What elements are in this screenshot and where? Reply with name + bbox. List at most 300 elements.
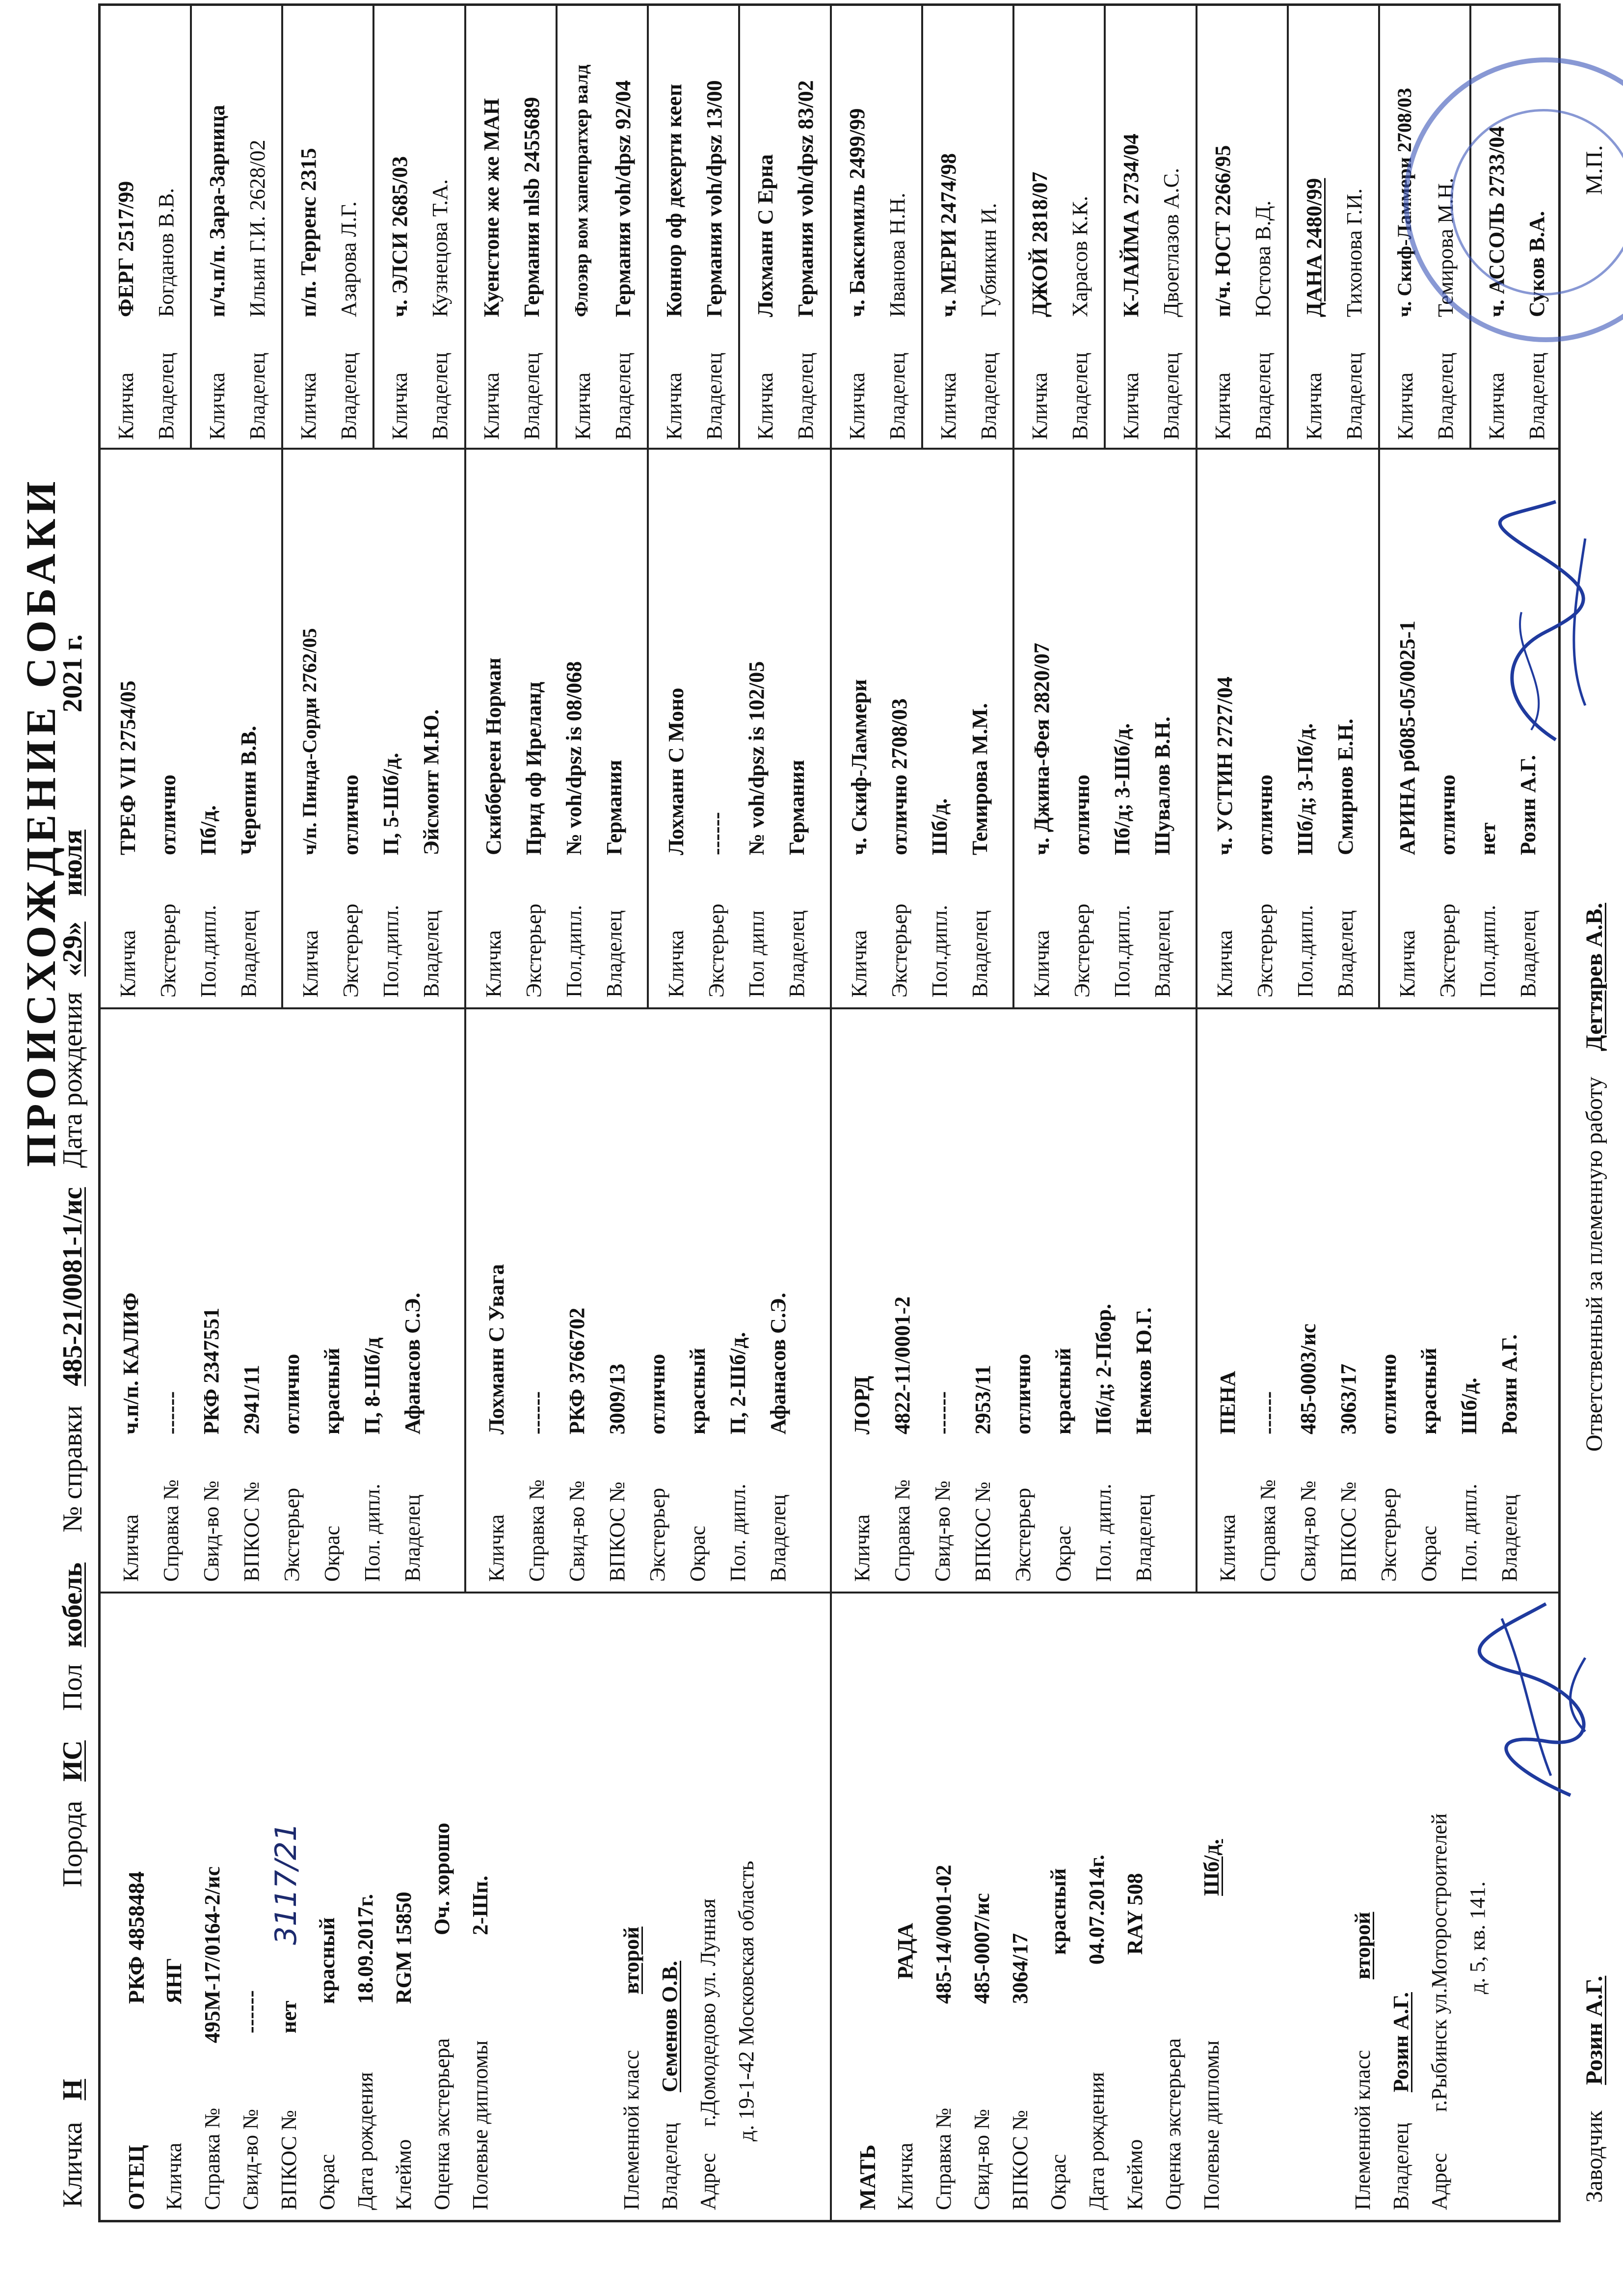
gggp-block-1 <box>101 6 192 448</box>
ggp8-diplomas-label: Пол.дипл. <box>1476 905 1500 998</box>
ggp6-owner-value: Шувалов В.Н. <box>1150 716 1174 855</box>
stamp-place-label: М.П. <box>1581 145 1607 195</box>
father-klichka-value: ЯНГ <box>162 1958 186 2004</box>
gggp8-klichka-value: Лохманн С Ерна <box>753 154 777 317</box>
gp2-svid-value: РКФ 3766702 <box>565 1307 589 1434</box>
ggp2-owner-value: Эйсмонт М.Ю. <box>419 709 443 855</box>
father-rkf: РКФ 4858484 <box>124 1871 149 2004</box>
mother-vpkos-value: 3064/17 <box>1008 1933 1032 2004</box>
mother-klichka-label: Кличка <box>893 2142 917 2210</box>
gggp9-klichka-label: Кличка <box>845 372 869 440</box>
breeder-value: Розин А.Г. <box>1581 1975 1607 2085</box>
gggp9-klichka-value: ч. Баксимиль 2499/99 <box>845 108 869 317</box>
gggp16-owner-label: Владелец <box>1525 352 1549 440</box>
gp2-okras-value: красный <box>686 1348 710 1434</box>
ggp3-klichka-label: Кличка <box>481 930 506 998</box>
ggp-block-5 <box>832 450 1014 1007</box>
father-exterior-value: Оч. хорошо <box>430 1823 454 1935</box>
gggp8-owner-value: Германия voh/dpsz 83/02 <box>794 80 818 317</box>
gp3-diplomas-label: Пол. дипл. <box>1091 1484 1116 1582</box>
father-owner-label: Владелец <box>658 2123 682 2210</box>
gggp3-klichka-value: п/п. Терренс 2315 <box>296 148 320 317</box>
grandparents-column <box>101 1007 1558 1592</box>
gp4-exterior-value: отлично <box>1377 1353 1401 1434</box>
gp1-spravka-label: Справка № <box>159 1479 183 1582</box>
gp3-diplomas-value: Пб/д; 2-Пбор. <box>1091 1303 1116 1434</box>
mother-addr-line2: д. 5, кв. 141. <box>1465 1881 1490 1994</box>
ggp8-exterior-value: отлично <box>1436 774 1460 855</box>
ggp7-exterior-label: Экстерьер <box>1253 903 1277 998</box>
ggp2-klichka-label: Кличка <box>298 930 322 998</box>
gp-block-3 <box>832 1009 1197 1592</box>
ggp-block-7 <box>1197 450 1380 1007</box>
gp4-svid-value: 485-0003/ис <box>1296 1324 1320 1434</box>
gggp10-owner-value: Губяикин И. <box>977 203 1001 317</box>
gggp10-owner-label: Владелец <box>977 352 1001 440</box>
father-diplomas-value: 2-Шп. <box>468 1875 492 1935</box>
gp2-diplomas-label: Пол. дипл. <box>726 1484 750 1582</box>
mother-class-label: Племенной класс <box>1351 2050 1375 2210</box>
ggp4-klichka-label: Кличка <box>664 930 688 998</box>
mother-diplomas-label: Полевые дипломы <box>1199 2040 1224 2210</box>
mother-spravka-label: Справка № <box>931 2107 956 2210</box>
ggp8-klichka-value: АРИНА рб085-05/0025-1 <box>1395 621 1419 855</box>
father-dob-label: Дата рождения <box>353 2072 377 2210</box>
gp3-klichka-label: Кличка <box>850 1514 874 1582</box>
father-kleimo-value: RGM 15850 <box>392 1891 416 2004</box>
gp3-okras-value: красный <box>1051 1348 1075 1434</box>
page-title: ПРОИСХОЖДЕНИЕ СОБАКИ <box>17 477 64 1167</box>
ggp-block-6 <box>1014 450 1197 1007</box>
gp4-exterior-label: Экстерьер <box>1377 1487 1401 1582</box>
ggp7-diplomas-label: Пол.дипл. <box>1293 905 1317 998</box>
ggp1-owner-label: Владелец <box>237 910 261 998</box>
gp1-vpkos-label: ВПКОС № <box>239 1481 264 1582</box>
gp1-okras-value: красный <box>320 1348 344 1434</box>
gggp1-klichka-label: Кличка <box>114 372 138 440</box>
ggp6-owner-label: Владелец <box>1150 910 1174 998</box>
ggp7-owner-label: Владелец <box>1333 910 1357 998</box>
gp3-klichka-value: ЛОРД <box>850 1376 874 1434</box>
ggp7-owner-value: Смирнов Е.Н. <box>1333 718 1357 855</box>
ggp7-diplomas-value: Шб/д; 3-Пб/д. <box>1293 723 1317 855</box>
ggp5-diplomas-value: Шб/д. <box>928 798 952 855</box>
gp-block-4 <box>1197 1009 1563 1592</box>
father-svid-label: Свид-во № <box>239 2108 263 2210</box>
gp2-diplomas-value: П, 2-Шб/д. <box>726 1332 750 1434</box>
gp2-klichka-label: Кличка <box>484 1514 508 1582</box>
gp1-diplomas-value: П, 8-Шб/д <box>360 1337 384 1434</box>
gp1-diplomas-label: Пол. дипл. <box>360 1484 384 1582</box>
gggp5-klichka-label: Кличка <box>479 372 504 440</box>
ggp4-owner-value: Германия <box>785 759 809 855</box>
gp3-exterior-value: отлично <box>1011 1353 1035 1434</box>
gggp-block-11 <box>1014 6 1106 448</box>
ggp8-exterior-label: Экстерьер <box>1436 903 1460 998</box>
gggp7-owner-value: Германия voh/dpsz 13/00 <box>702 80 726 317</box>
responsible-line <box>1583 845 1606 1452</box>
father-vpkos-label: ВПКОС № <box>277 2109 301 2210</box>
header-line <box>59 634 86 2208</box>
ggp8-owner-value: Розин А.Г. <box>1516 755 1540 855</box>
gggp6-klichka-label: Кличка <box>571 372 595 440</box>
gp2-vpkos-label: ВПКОС № <box>605 1481 629 1582</box>
gggp10-klichka-label: Кличка <box>936 372 960 440</box>
gp2-owner-label: Владелец <box>766 1494 790 1582</box>
gp1-svid-label: Свид-во № <box>199 1480 223 1582</box>
gggp15-klichka-value: ч. Скиф-Ламмери 2708/03 <box>1393 88 1415 317</box>
gp4-vpkos-value: 3063/17 <box>1336 1363 1360 1434</box>
ggp2-owner-label: Владелец <box>419 910 443 998</box>
gp3-okras-label: Окрас <box>1051 1525 1075 1582</box>
gp2-exterior-value: отлично <box>645 1353 669 1434</box>
gggp-block-12 <box>1106 6 1197 448</box>
gp4-klichka-label: Кличка <box>1216 1514 1240 1582</box>
gggp13-klichka-value: п/ч. ЮСТ 2266/95 <box>1211 145 1235 317</box>
ggp6-klichka-value: ч. Джина-Фея 2820/07 <box>1030 643 1054 855</box>
gggp9-owner-label: Владелец <box>885 352 909 440</box>
gp4-owner-label: Владелец <box>1497 1494 1521 1582</box>
ggp3-owner-label: Владелец <box>602 910 626 998</box>
ggp3-exterior-value: Прид оф Иреланд <box>522 681 546 855</box>
ggp5-klichka-label: Кличка <box>847 930 871 998</box>
gp2-vpkos-value: 3009/13 <box>605 1363 629 1434</box>
gp3-svid-value: ------ <box>931 1391 955 1434</box>
mother-owner-value: Розин А.Г. <box>1389 1992 1413 2092</box>
responsible-signature <box>1482 494 1615 750</box>
mother-kleimo-value: RAY 508 <box>1123 1873 1147 1955</box>
gggp2-klichka-value: п/ч.п/п. Зара-Зарница <box>205 105 229 317</box>
header-spravka-label: № справки <box>57 1405 88 1533</box>
ggp8-klichka-label: Кличка <box>1395 930 1419 998</box>
gggp3-owner-label: Владелец <box>337 352 361 440</box>
gp3-spravka-label: Справка № <box>890 1479 914 1582</box>
ggp-block-4 <box>649 450 832 1007</box>
header-dob-year: 2021 г. <box>57 634 88 713</box>
gggp3-owner-value: Азарова Л.Г. <box>337 201 361 317</box>
gggp13-owner-label: Владелец <box>1251 352 1275 440</box>
mother-heading: МАТЬ <box>855 2144 880 2210</box>
gp3-vpkos-label: ВПКОС № <box>971 1481 995 1582</box>
gggp16-owner-value: Суков В.А. <box>1525 211 1549 317</box>
gp2-klichka-value: Лохманн С Увага <box>484 1264 508 1434</box>
gggp13-klichka-label: Кличка <box>1211 372 1235 440</box>
gggp6-owner-label: Владелец <box>611 352 635 440</box>
ggp2-exterior-value: отлично <box>339 774 363 855</box>
mother-addr-label: Адрес <box>1427 2153 1451 2210</box>
gp1-owner-label: Владелец <box>400 1494 425 1582</box>
ggp1-diplomas-value: Пб/д. <box>196 805 220 855</box>
header-klichka-label: Кличка <box>57 2122 88 2208</box>
gggp11-klichka-label: Кличка <box>1028 372 1052 440</box>
ggp4-exterior-value: ------ <box>704 812 728 855</box>
gp3-vpkos-value: 2953/11 <box>971 1365 995 1434</box>
gp1-klichka-value: ч.п/п. КАЛИФ <box>119 1292 143 1434</box>
ggp1-exterior-value: отлично <box>156 774 180 855</box>
ggp1-diplomas-label: Пол.дипл. <box>196 905 220 998</box>
gggp-block-4 <box>374 6 466 448</box>
gggp12-klichka-label: Кличка <box>1119 372 1143 440</box>
ggp1-exterior-label: Экстерьер <box>156 903 180 998</box>
gggp9-owner-value: Иванова Н.Н. <box>885 192 909 317</box>
mother-kleimo-label: Клеймо <box>1123 2139 1147 2210</box>
gggp2-owner-label: Владелец <box>245 352 269 440</box>
ggp5-owner-label: Владелец <box>968 910 992 998</box>
responsible-value: Дегтярев А.В. <box>1581 903 1607 1052</box>
father-dob-value: 18.09.2017г. <box>353 1893 377 2004</box>
mother-svid-value: 485-0007/ис <box>970 1893 994 2004</box>
header-pol-label: Пол <box>57 1664 88 1711</box>
header-poroda-label: Порода <box>57 1801 88 1888</box>
gggp12-owner-value: Двоеглазов А.С. <box>1159 168 1183 317</box>
gggp15-owner-label: Владелец <box>1434 352 1458 440</box>
ggp5-owner-value: Темирова М.М. <box>968 703 992 855</box>
father-exterior-label: Оценка экстерьера <box>430 2038 454 2210</box>
ggp5-klichka-value: ч. Скиф-Ламмери <box>847 679 871 855</box>
gggp-block-2 <box>192 6 283 448</box>
gggp5-owner-value: Германия nlsb 2455689 <box>520 97 544 317</box>
gp2-exterior-label: Экстерьер <box>645 1487 669 1582</box>
ggp1-owner-value: Черепин В.В. <box>237 726 261 855</box>
ggp5-diplomas-label: Пол.дипл. <box>928 905 952 998</box>
gggp1-owner-label: Владелец <box>154 352 178 440</box>
ggp2-diplomas-value: П, 5-Шб/д. <box>379 753 403 855</box>
father-addr-line2: д. 19-1-42 Московская область <box>734 1861 758 2141</box>
gp4-spravka-label: Справка № <box>1256 1479 1280 1582</box>
gggp7-klichka-value: Коннор оф дехерти кееп <box>662 83 686 317</box>
gggp4-owner-label: Владелец <box>428 352 452 440</box>
father-owner-value: Семенов О.В. <box>658 1961 682 2092</box>
gp3-owner-label: Владелец <box>1132 1494 1156 1582</box>
mother-addr-line1: г.Рыбинск ул.Моторостроителей <box>1427 1813 1451 2112</box>
gggp15-owner-value: Темирова М.Н. <box>1434 178 1458 317</box>
father-addr-label: Адрес <box>696 2153 720 2210</box>
gggp-block-14 <box>1289 6 1380 448</box>
gggp-block-8 <box>740 6 832 448</box>
gp2-owner-value: Афанасов С.Э. <box>766 1293 790 1434</box>
mother-exterior-label: Оценка экстерьера <box>1161 2038 1185 2210</box>
mother-klichka-value: РАДА <box>893 1922 917 1979</box>
ggp3-diplomas-value: № voh/dpsz is 08/068 <box>562 661 586 855</box>
gggp5-owner-label: Владелец <box>520 352 544 440</box>
ggp2-klichka-value: ч/п. Пинда-Сорди 2762/05 <box>298 628 320 855</box>
gggp14-klichka-value: ДАНА 2480/99 <box>1302 178 1326 317</box>
ggp7-klichka-value: ч. УСТИН 2727/04 <box>1213 676 1237 855</box>
gggp10-klichka-value: ч. МЕРИ 2474/98 <box>936 153 960 317</box>
father-klichka-label: Кличка <box>162 2142 186 2210</box>
breeder-signature <box>1472 1594 1600 1805</box>
gp3-spravka-value: 4822-11/0001-2 <box>890 1296 914 1434</box>
father-diplomas-label: Полевые дипломы <box>468 2040 492 2210</box>
gggp14-owner-value: Тихонова Г.И. <box>1342 188 1366 317</box>
gggp14-klichka-label: Кличка <box>1302 372 1326 440</box>
ggp2-diplomas-label: Пол.дипл. <box>379 905 403 998</box>
mother-okras-value: красный <box>1046 1868 1070 1955</box>
mother-svid-label: Свид-во № <box>970 2108 994 2210</box>
father-class-label: Племенной класс <box>619 2050 643 2210</box>
gggp3-klichka-label: Кличка <box>296 372 320 440</box>
father-heading: ОТЕЦ <box>124 2145 149 2210</box>
ggp4-diplomas-value: № voh/dpsz is 102/05 <box>745 661 769 855</box>
header-poroda-value: ИС <box>57 1740 88 1782</box>
parents-column <box>101 1592 1558 2220</box>
ggp5-exterior-label: Экстерьер <box>887 903 911 998</box>
father-okras-value: красный <box>315 1917 339 2004</box>
gggp16-klichka-label: Кличка <box>1485 372 1509 440</box>
gggp-block-9 <box>832 6 923 448</box>
gggp7-klichka-label: Кличка <box>662 372 686 440</box>
gp4-diplomas-value: Шб/д. <box>1457 1378 1481 1434</box>
gggp16-klichka-value: ч. АССОЛЬ 2733/04 <box>1485 126 1509 317</box>
gggp-block-5 <box>466 6 558 448</box>
header-klichka-value: Н <box>57 2079 88 2101</box>
ggp3-owner-value: Германия <box>602 759 626 855</box>
ggp-block-2 <box>283 450 466 1007</box>
gp1-svid-value: РКФ 2347551 <box>199 1307 223 1434</box>
gp3-owner-value: Немков Ю.Г. <box>1132 1307 1156 1434</box>
ggp6-exterior-value: отлично <box>1070 774 1094 855</box>
ggp7-exterior-value: отлично <box>1253 774 1277 855</box>
mother-dob-value: 04.07.2014г. <box>1085 1854 1109 1965</box>
gp2-okras-label: Окрас <box>686 1525 710 1582</box>
gggp14-owner-label: Владелец <box>1342 352 1366 440</box>
gp1-vpkos-value: 2941/11 <box>239 1365 264 1434</box>
gp2-spravka-value: ------ <box>525 1391 549 1434</box>
gp4-svid-label: Свид-во № <box>1296 1480 1320 1582</box>
mother-dob-label: Дата рождения <box>1085 2072 1109 2210</box>
father-svid-value: ------ <box>239 1990 263 2033</box>
breeder-label: Заводчик <box>1581 2110 1607 2203</box>
ggp4-exterior-label: Экстерьер <box>704 903 728 998</box>
header-dob-day: «29» <box>57 921 88 977</box>
gggp11-klichka-value: ДЖОЙ 2818/07 <box>1028 171 1052 317</box>
mother-section <box>832 1594 1563 2220</box>
gggp5-klichka-value: Куенстоне же же МАН <box>479 98 504 317</box>
great-grandparents-column <box>101 448 1558 1007</box>
ggp7-klichka-label: Кличка <box>1213 930 1237 998</box>
gp4-klichka-value: ПЕНА <box>1216 1371 1240 1434</box>
gggp4-klichka-value: ч. ЭЛСИ 2685/03 <box>388 156 412 317</box>
header-spravka-value: 485-21/0081-1/ис <box>57 1187 88 1386</box>
ggp3-klichka-value: Скиббереен Норман <box>481 657 506 855</box>
great-great-grandparents-column <box>101 6 1558 448</box>
gggp-block-13 <box>1197 6 1289 448</box>
ggp6-klichka-label: Кличка <box>1030 930 1054 998</box>
gp4-diplomas-label: Пол. дипл. <box>1457 1484 1481 1582</box>
father-kleimo-label: Клеймо <box>392 2139 416 2210</box>
gggp8-owner-label: Владелец <box>794 352 818 440</box>
gggp6-owner-value: Германия voh/dpsz 92/04 <box>611 80 635 317</box>
ggp8-owner-label: Владелец <box>1516 910 1540 998</box>
gggp13-owner-value: Юстова В.Д. <box>1251 200 1275 317</box>
header-dob-month: июля <box>57 829 88 896</box>
ggp1-klichka-label: Кличка <box>116 930 140 998</box>
gp-block-1 <box>101 1009 466 1592</box>
breeder-line <box>1583 1879 1606 2203</box>
ggp6-diplomas-label: Пол.дипл. <box>1110 905 1134 998</box>
mother-vpkos-label: ВПКОС № <box>1008 2109 1032 2210</box>
gp1-spravka-value: ------ <box>159 1391 183 1434</box>
ggp4-diplomas-label: Пол дипл <box>745 910 769 998</box>
mother-class-value: второй <box>1351 1912 1375 1979</box>
pedigree-table <box>98 3 1561 2222</box>
gggp12-owner-label: Владелец <box>1159 352 1183 440</box>
gggp6-klichka-value: Флоэвр вом хапепратхер валд <box>571 64 592 317</box>
gggp4-owner-value: Кузнецова Т.А. <box>428 179 452 317</box>
gp4-spravka-value: ------ <box>1256 1391 1280 1434</box>
gp4-okras-label: Окрас <box>1417 1525 1441 1582</box>
gp3-svid-label: Свид-во № <box>931 1480 955 1582</box>
gggp15-klichka-label: Кличка <box>1393 372 1417 440</box>
gggp-block-7 <box>649 6 740 448</box>
gggp1-owner-value: Богданов В.В. <box>154 188 178 317</box>
gp4-okras-value: красный <box>1417 1348 1441 1434</box>
ggp3-exterior-label: Экстерьер <box>522 903 546 998</box>
ggp4-klichka-value: Лохманн С Моно <box>664 687 688 855</box>
gp-block-2 <box>466 1009 832 1592</box>
ggp5-exterior-value: отлично 2708/03 <box>887 698 911 855</box>
mother-okras-label: Окрас <box>1046 2154 1070 2210</box>
gp2-svid-label: Свид-во № <box>565 1480 589 1582</box>
gggp2-owner-value: Ильин Г.И. 2628/02 <box>245 139 269 317</box>
father-vpkos-value: нет <box>277 2000 301 2033</box>
gp4-owner-value: Розин А.Г. <box>1497 1334 1521 1434</box>
ggp-block-1 <box>101 450 283 1007</box>
mother-owner-label: Владелец <box>1389 2123 1413 2210</box>
gggp11-owner-value: Харасов К.К. <box>1068 196 1092 317</box>
father-handwritten-number: 3117/21 <box>269 1822 303 1945</box>
father-section <box>101 1594 832 2220</box>
father-spravka-value: 495М-17/0164-2/ис <box>200 1866 224 2043</box>
father-addr-line1: г.Домодедово ул. Лунная <box>696 1898 720 2127</box>
father-class-value: второй <box>619 1926 643 1994</box>
gggp2-klichka-label: Кличка <box>205 372 229 440</box>
gggp-block-3 <box>283 6 374 448</box>
gggp4-klichka-label: Кличка <box>388 372 412 440</box>
gp2-spravka-label: Справка № <box>525 1479 549 1582</box>
gggp-block-10 <box>923 6 1014 448</box>
gp3-exterior-label: Экстерьер <box>1011 1487 1035 1582</box>
gggp1-klichka-value: ФЕРГ 2517/99 <box>114 181 138 317</box>
responsible-label: Ответственный за племенную работу <box>1581 1077 1607 1452</box>
header-pol-value: кобель <box>57 1562 88 1648</box>
ggp6-diplomas-value: Пб/д; 3-Шб/д. <box>1110 723 1134 855</box>
gp1-okras-label: Окрас <box>320 1525 344 1582</box>
gggp-block-6 <box>558 6 649 448</box>
header-dob-label: Дата рождения <box>57 992 88 1168</box>
gp4-vpkos-label: ВПКОС № <box>1336 1481 1360 1582</box>
ggp1-klichka-value: ТРЕФ VII 2754/05 <box>116 680 140 855</box>
father-okras-label: Окрас <box>315 2154 339 2210</box>
ggp-block-3 <box>466 450 649 1007</box>
gp1-klichka-label: Кличка <box>119 1514 143 1582</box>
gp1-owner-value: Афанасов С.Э. <box>400 1293 425 1434</box>
gggp8-klichka-label: Кличка <box>753 372 777 440</box>
gp1-exterior-value: отлично <box>280 1353 304 1434</box>
ggp8-diplomas-value: нет <box>1476 822 1500 855</box>
ggp3-diplomas-label: Пол.дипл. <box>562 905 586 998</box>
father-spravka-label: Справка № <box>200 2107 224 2210</box>
ggp6-exterior-label: Экстерьер <box>1070 903 1094 998</box>
gggp7-owner-label: Владелец <box>702 352 726 440</box>
mother-spravka-value: 485-14/0001-02 <box>931 1864 956 2004</box>
gggp11-owner-label: Владелец <box>1068 352 1092 440</box>
ggp2-exterior-label: Экстерьер <box>339 903 363 998</box>
ggp4-owner-label: Владелец <box>785 910 809 998</box>
gggp12-klichka-value: К-ЛАЙМА 2734/04 <box>1119 134 1143 317</box>
mother-diplomas-value: Шб/д. <box>1199 1839 1224 1896</box>
gp1-exterior-label: Экстерьер <box>280 1487 304 1582</box>
